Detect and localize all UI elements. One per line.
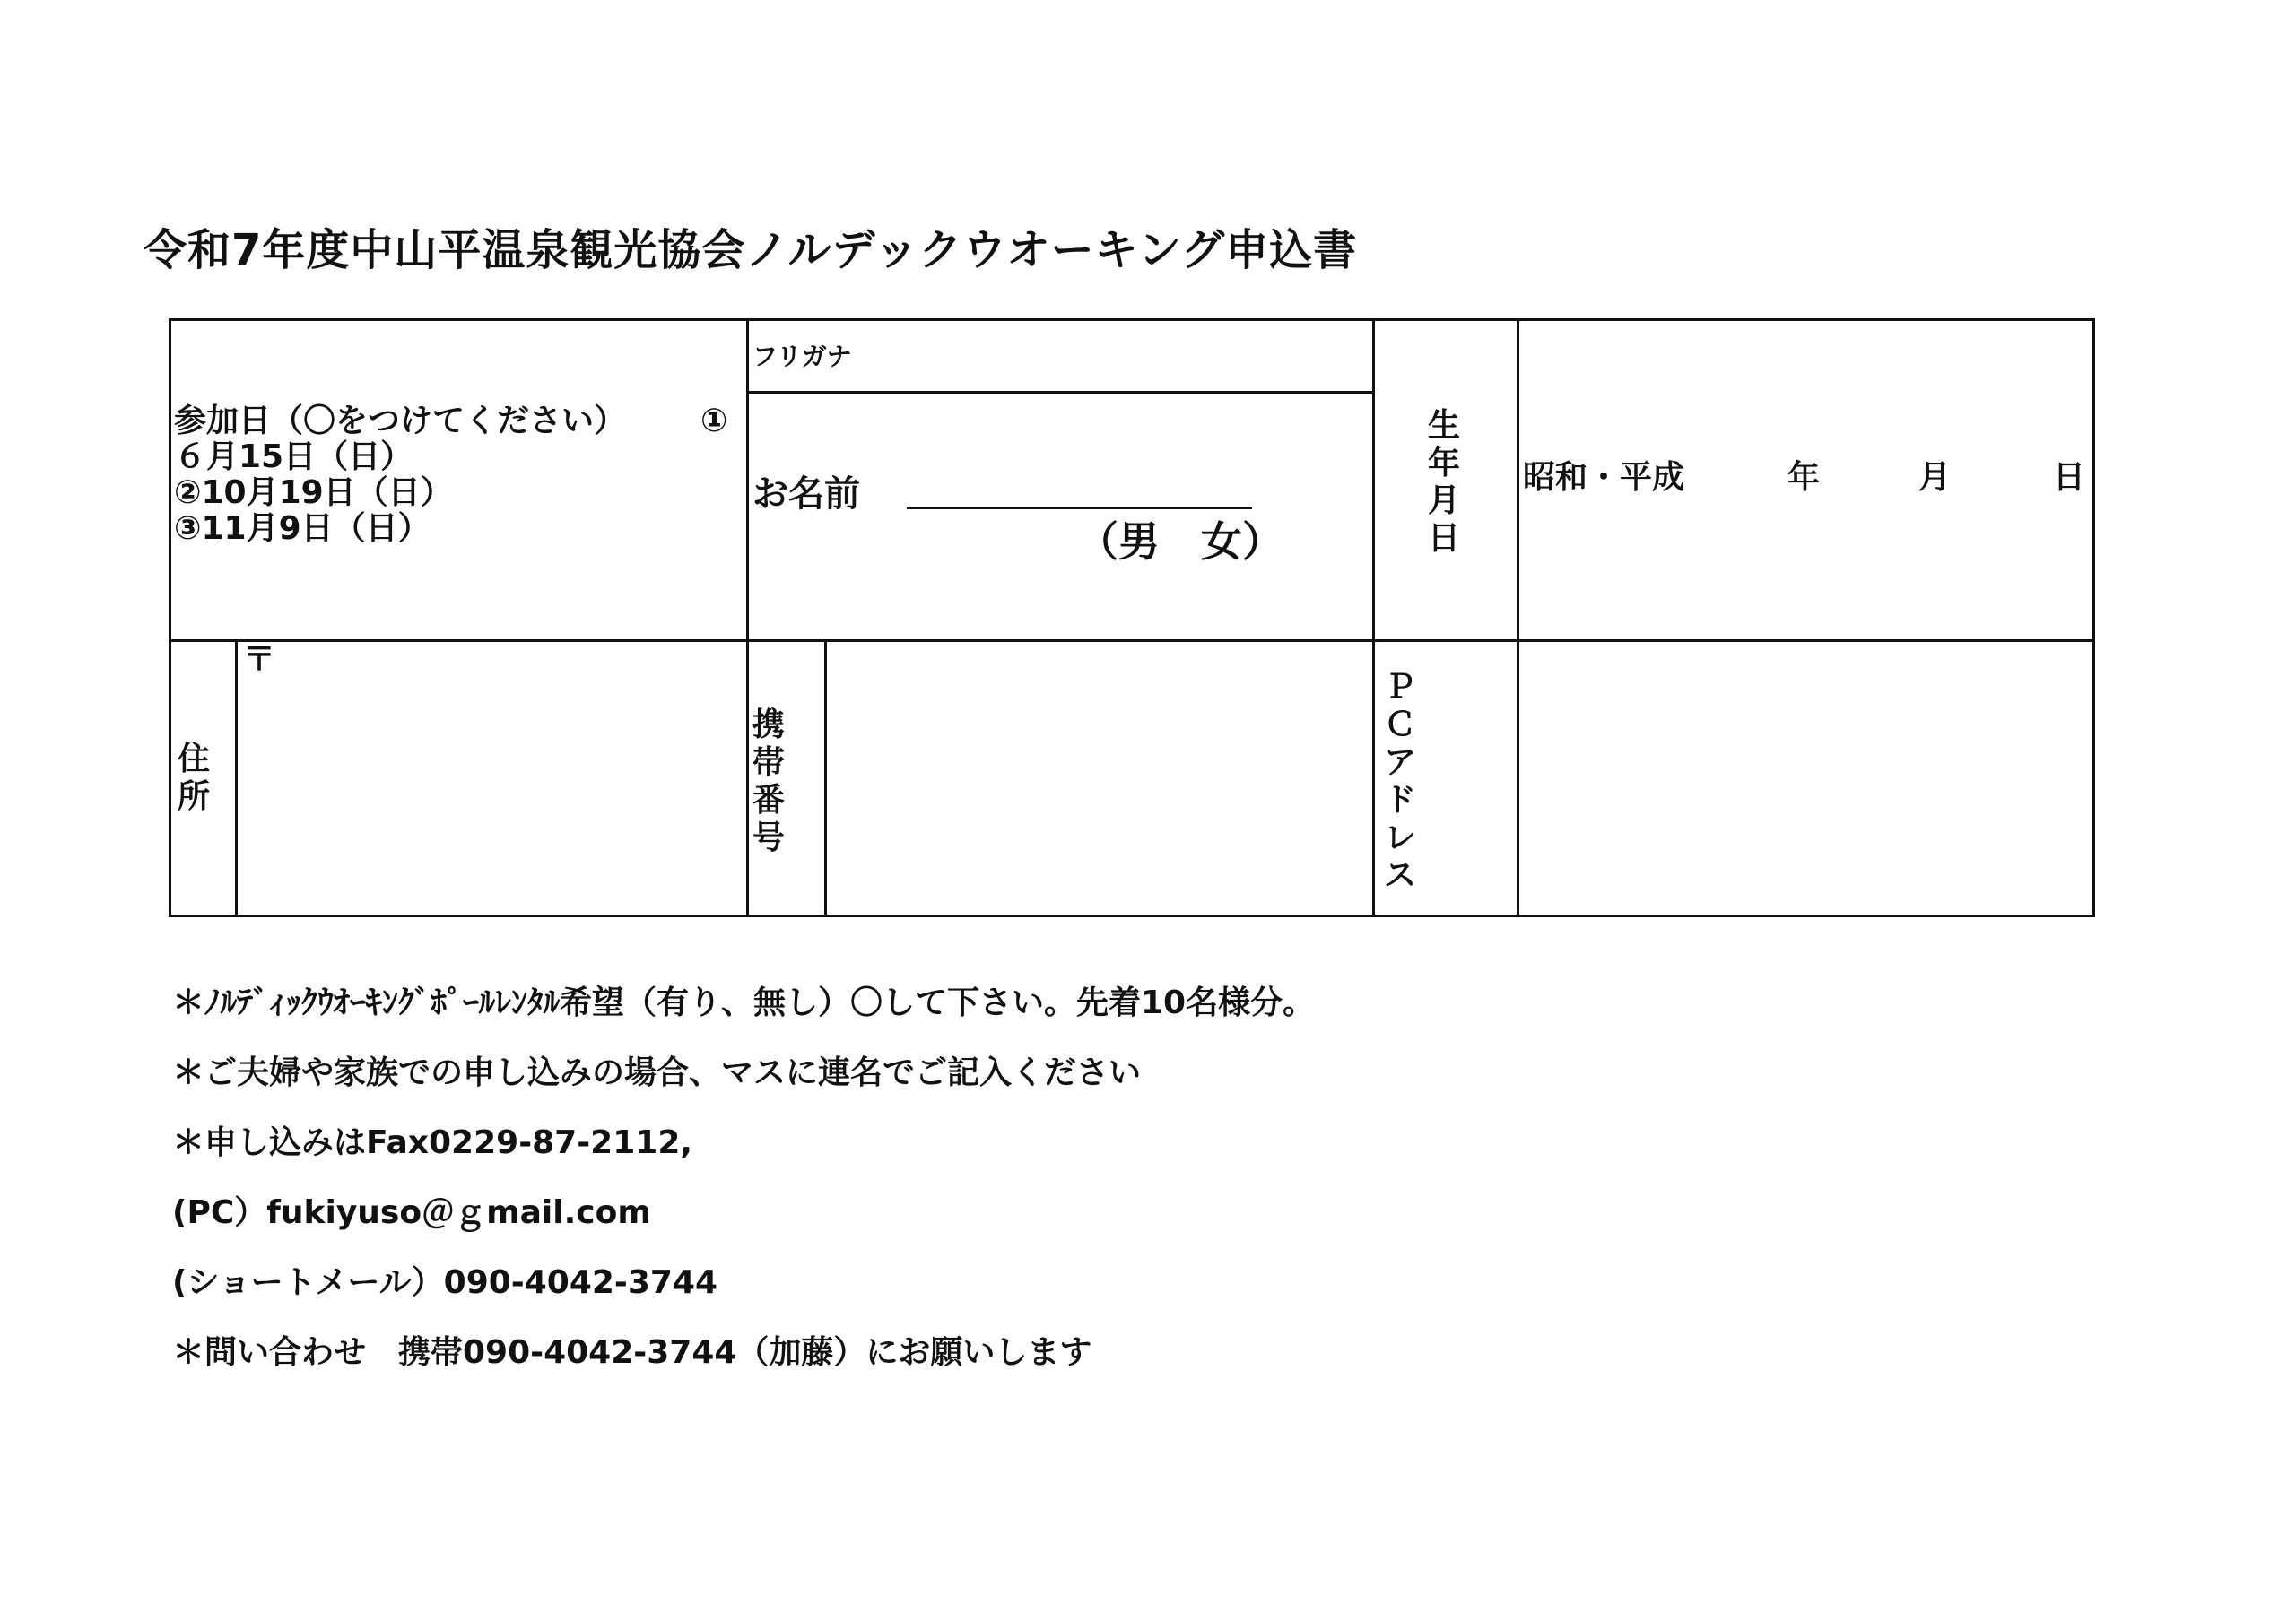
note-short-mail: (ショートメール）090-4042-3744 [172,1264,718,1301]
address-input-area[interactable] [238,642,746,915]
address-label: 住所 [177,741,210,815]
note-pc-email: (PC）fukiyuso＠ｇmail.com [172,1194,651,1231]
furigana-label: フリガナ [752,342,852,371]
note-pole-rental: ＊ﾉﾙﾃﾞｨｯｸｳｵｰｷﾝｸﾞﾎﾟｰﾙﾚﾝﾀﾙ希望（有り、無し）〇して下さい。先着10名様分。 [172,984,1316,1021]
participation-line-4: ③11月9日（日） [174,510,430,547]
birthdate-label: 生年月日 [1427,407,1460,557]
birthdate-month: 月 [1918,459,1952,496]
mobile-label: 携帯番号 [752,707,785,856]
form-title: 令和7年度中山平温泉観光協会ノルデックウオーキング申込書 [144,225,1358,275]
participation-line-1: 参加日（〇をつけてください） [174,403,627,439]
name-underline [907,507,1252,509]
notes [172,968,1315,1388]
col-divider-birth-label [1372,321,1375,915]
note-fax: ＊申し込みはFax0229-87-2112, [172,1124,693,1161]
birthdate-year: 年 [1787,459,1821,496]
participation-line-2: ６月15日（日） [174,438,413,475]
pc-address-input-area[interactable] [1519,642,2092,915]
note-inquiry: ＊問い合わせ 携帯090-4042-3744（加藤）にお願いします [172,1334,1092,1371]
birthdate-day: 日 [2053,459,2086,496]
postal-mark: 〒 [243,641,276,678]
name-label: お名前 [752,473,860,515]
gender-label: （男 女） [1077,517,1283,566]
participation-circle-1: ① [700,403,728,439]
application-form [169,318,2095,917]
pc-address-label: ＰＣアドレス [1383,669,1416,894]
mobile-input-area[interactable] [827,642,1372,915]
participation-line-3: ②10月19日（日） [174,474,453,511]
furigana-divider [746,391,1372,394]
note-family: ＊ご夫婦や家族での申し込みの場合、マスに連名でご記入ください [172,1054,1142,1091]
birthdate-era: 昭和・平成 [1523,459,1685,496]
